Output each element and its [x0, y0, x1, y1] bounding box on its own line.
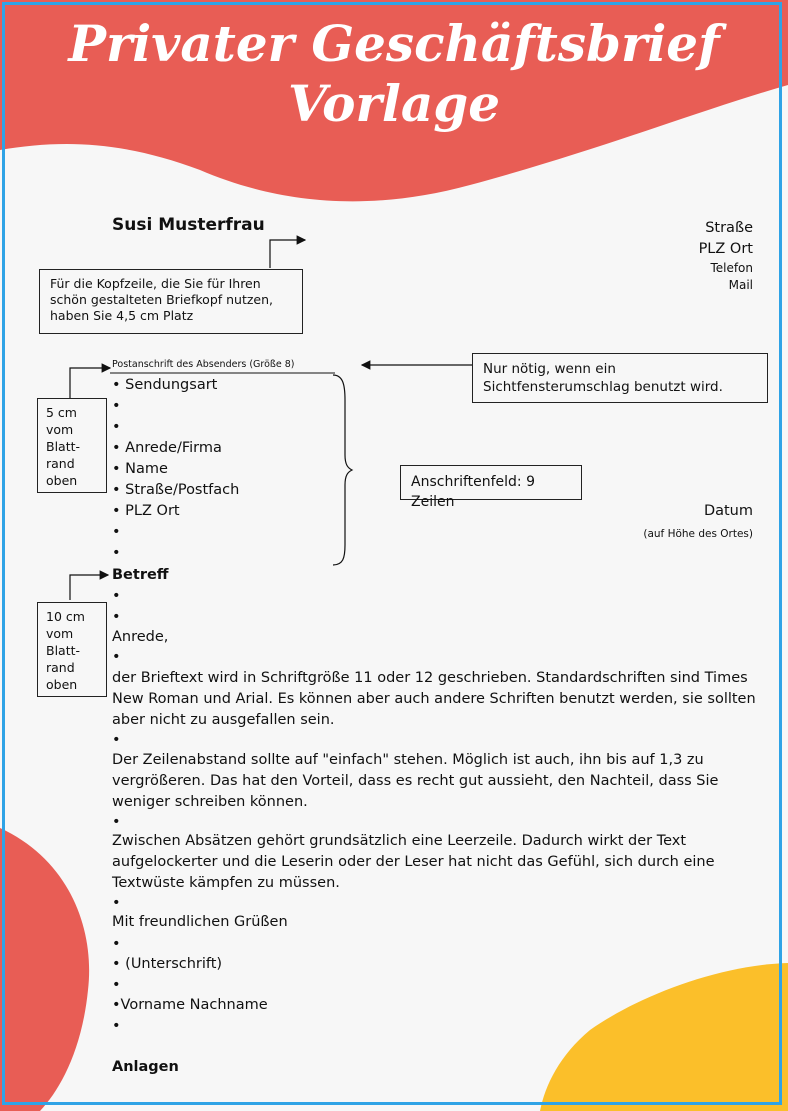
- address-line: • Straße/Postfach: [112, 482, 240, 498]
- closing: Mit freundlichen Grüßen: [112, 914, 288, 930]
- address-line: •: [112, 545, 121, 561]
- subject-arrow: [70, 575, 108, 600]
- return-line-arrow: [70, 368, 110, 398]
- header-note-box: Für die Kopfzeile, die Sie für Ihren schön gestalteten Briefkopf nutzen, haben Sie 4,5 cm Platz: [39, 269, 303, 334]
- blank-bullet: •: [112, 588, 121, 604]
- blank-bullet: •: [112, 609, 121, 625]
- sender-phone: Telefon: [710, 261, 753, 275]
- date-label: Datum: [703, 503, 753, 519]
- salutation: Anrede,: [112, 629, 169, 645]
- header-note-arrow: [270, 240, 305, 268]
- sender-mail: Mail: [728, 278, 753, 292]
- address-line: •: [112, 419, 121, 435]
- blank-bullet: •: [112, 977, 121, 993]
- subject-line: Betreff: [112, 567, 169, 583]
- signer-name: •Vorname Nachname: [112, 997, 268, 1013]
- margin-note-10cm: 10 cm vom Blatt-rand oben: [37, 602, 107, 697]
- blank-bullet: •: [112, 649, 121, 665]
- body-paragraph-2: Der Zeilenabstand sollte auf "einfach" stehen. Möglich ist auch, ihn bis auf 1,3 zu vergrößeren. Das hat den Vorteil, dass es recht gut aussieht, den Nachteil, dass Sie weniger schreiben können.: [112, 752, 719, 810]
- return-address-line: Postanschrift des Absenders (Größe 8): [112, 359, 295, 370]
- address-line: •: [112, 524, 121, 540]
- body-paragraph-3: Zwischen Absätzen gehört grundsätzlich eine Leerzeile. Dadurch wirkt der Text aufgelockerter und die Leserin oder der Leser hat nicht das Gefühl, sich durch eine Textwüste kämpfen zu müssen.: [112, 833, 715, 891]
- blank-bullet: •: [112, 732, 121, 748]
- sender-street: Straße: [705, 220, 753, 236]
- window-note-box: Nur nötig, wenn ein Sichtfensterumschlag benutzt wird.: [472, 353, 768, 403]
- blank-bullet: •: [112, 895, 121, 911]
- address-line: • Anrede/Firma: [112, 440, 222, 456]
- address-brace: [333, 375, 352, 565]
- address-line: • Sendungsart: [112, 377, 218, 393]
- title-line-2: Vorlage: [287, 74, 501, 133]
- address-field-box: Anschriftenfeld: 9 Zeilen: [400, 465, 582, 500]
- address-line: • Name: [112, 461, 168, 477]
- sender-city: PLZ Ort: [698, 241, 753, 257]
- address-line: • PLZ Ort: [112, 503, 180, 519]
- attachments-label: Anlagen: [112, 1059, 179, 1075]
- blank-bullet: •: [112, 814, 121, 830]
- margin-note-5cm: 5 cm vom Blatt-rand oben: [37, 398, 107, 493]
- title-line-1: Privater Geschäftsbrief: [68, 14, 720, 73]
- blank-bullet: •: [112, 1018, 121, 1034]
- signature-line: • (Unterschrift): [112, 956, 223, 972]
- date-hint: (auf Höhe des Ortes): [643, 528, 753, 540]
- sender-name: Susi Musterfrau: [112, 215, 265, 235]
- blank-bullet: •: [112, 936, 121, 952]
- body-paragraph-1: der Brieftext wird in Schriftgröße 11 oder 12 geschrieben. Standardschriften sind Times New Roman und Arial. Es können aber auch andere Schriften benutzt werden, sie sollten aber nicht zu ausgefallen sein.: [112, 670, 756, 728]
- address-line: •: [112, 398, 121, 414]
